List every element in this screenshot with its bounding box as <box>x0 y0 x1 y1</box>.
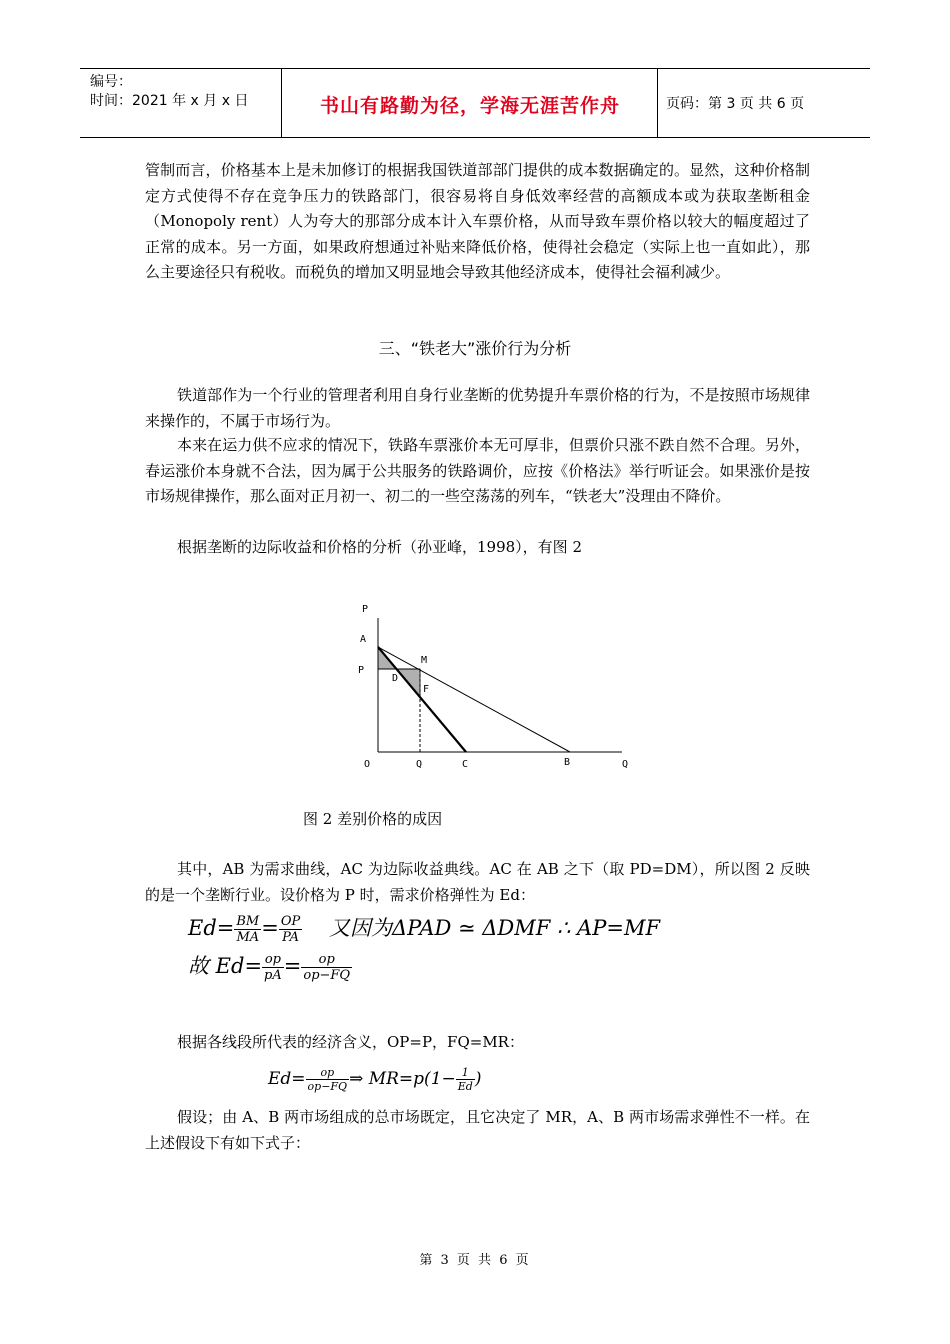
denominator: op−FQ <box>303 968 351 983</box>
monopoly-diagram <box>350 600 640 780</box>
document-header <box>80 68 870 138</box>
formula-elasticity <box>188 912 660 945</box>
paragraph-6: 根据各线段所代表的经济含义，OP=P，FQ=MR： <box>177 1033 524 1051</box>
paragraph-7: 假设；由 A、B 两市场组成的总市场既定，且它决定了 MR，A、B 两市场需求弹性不一样。在上述假设下有如下式子： <box>145 1108 810 1152</box>
header-meta <box>90 73 248 111</box>
denominator: Ed <box>457 1080 473 1093</box>
numerator: op <box>306 1066 350 1080</box>
label-p: P <box>358 665 365 676</box>
formula-text: Ed= <box>188 916 235 940</box>
label-q-axis: Q <box>622 759 629 770</box>
formula-text: ) <box>474 1069 482 1089</box>
label-m: M <box>421 655 428 666</box>
paragraph-5: 其中，AB 为需求曲线，AC 为边际收益典线。AC 在 AB 之下（取 PD=DM），所以图 2 反映的是一个垄断行业。设价格为 P 时，需求价格弹性为 Ed： <box>145 860 810 904</box>
page-footer: 第 3 页 共 6 页 <box>419 1253 531 1268</box>
header-divider <box>281 69 282 137</box>
header-number: 编号： <box>90 74 132 90</box>
figure-caption: 图 2 差别价格的成因 <box>303 810 443 828</box>
label-d: D <box>392 673 399 684</box>
paragraph-4: 根据垄断的边际收益和价格的分析（孙亚峰，1998），有图 2 <box>177 538 582 556</box>
denominator: pA <box>264 968 282 983</box>
label-f: F <box>423 684 430 695</box>
formula-text: ⇒ MR=p(1− <box>349 1069 456 1089</box>
header-motto: 书山有路勤为径，学海无涯苦作舟 <box>319 95 620 117</box>
formula-text: 又因为ΔPAD ≃ ΔDMF ∴ AP=MF <box>328 916 661 940</box>
numerator: BM <box>236 914 260 929</box>
label-c: C <box>462 759 469 770</box>
demand-curve-ab <box>378 647 570 752</box>
section-heading: 三、“铁老大”涨价行为分析 <box>378 339 572 358</box>
label-a: A <box>360 634 367 645</box>
header-divider <box>657 69 658 137</box>
fraction <box>301 952 352 983</box>
formula-marginal-revenue <box>268 1066 481 1093</box>
paragraph-2: 铁道部作为一个行业的管理者利用自身行业垄断的优势提升车票价格的行为，不是按照市场规律来操作的，不属于市场行为。 <box>145 386 810 430</box>
numerator: op <box>301 952 352 968</box>
denominator: MA <box>236 930 260 945</box>
denominator: op−FQ <box>307 1080 348 1093</box>
formula-elasticity-2 <box>188 950 352 983</box>
label-q: Q <box>416 759 423 770</box>
paragraph-1: 管制而言，价格基本上是未加修订的根据我国铁道部部门提供的成本数据确定的。显然，这种价格制定方式使得不存在竞争压力的铁路部门，很容易将自身低效率经营的高额成本或为获取垄断租金（Monopoly rent）人为夸大的那部分成本计入车票价格，从而导致车票价格以较大的幅度超过了正常的成本。另一方面，如果政府想通过补贴来降低价格，使得社会稳定（实际上也一直如此），那么主要途径只有税收。而税负的增加又明显地会导致其他经济成本，使得社会福利减少。 <box>145 161 810 281</box>
formula-text: 故 Ed= <box>188 954 263 978</box>
header-time: 时间：2021 年 x 月 x 日 <box>90 93 249 109</box>
fraction <box>234 914 261 945</box>
label-b: B <box>564 757 571 768</box>
numerator: op <box>262 952 284 968</box>
fraction <box>306 1066 350 1093</box>
numerator: 1 <box>456 1066 475 1080</box>
numerator: OP <box>280 914 301 929</box>
formula-text: Ed= <box>268 1069 306 1089</box>
fraction <box>262 952 284 983</box>
paragraph-3: 本来在运力供不应求的情况下，铁路车票涨价本无可厚非，但票价只涨不跌自然不合理。另外，春运涨价本身就不合法，因为属于公共服务的铁路调价，应按《价格法》举行听证会。如果涨价是按市场规律操作，那么面对正月初一、初二的一些空荡荡的列车，“铁老大”没理由不降价。 <box>145 436 810 505</box>
header-page-info: 页码：第 3 页 共 6 页 <box>666 96 805 112</box>
label-o: O <box>364 759 371 770</box>
denominator: PA <box>282 930 300 945</box>
fraction <box>279 914 302 945</box>
formula-text: = <box>283 954 302 978</box>
formula-text: = <box>261 916 279 940</box>
fraction <box>456 1066 475 1093</box>
label-p-axis: P <box>362 604 369 615</box>
